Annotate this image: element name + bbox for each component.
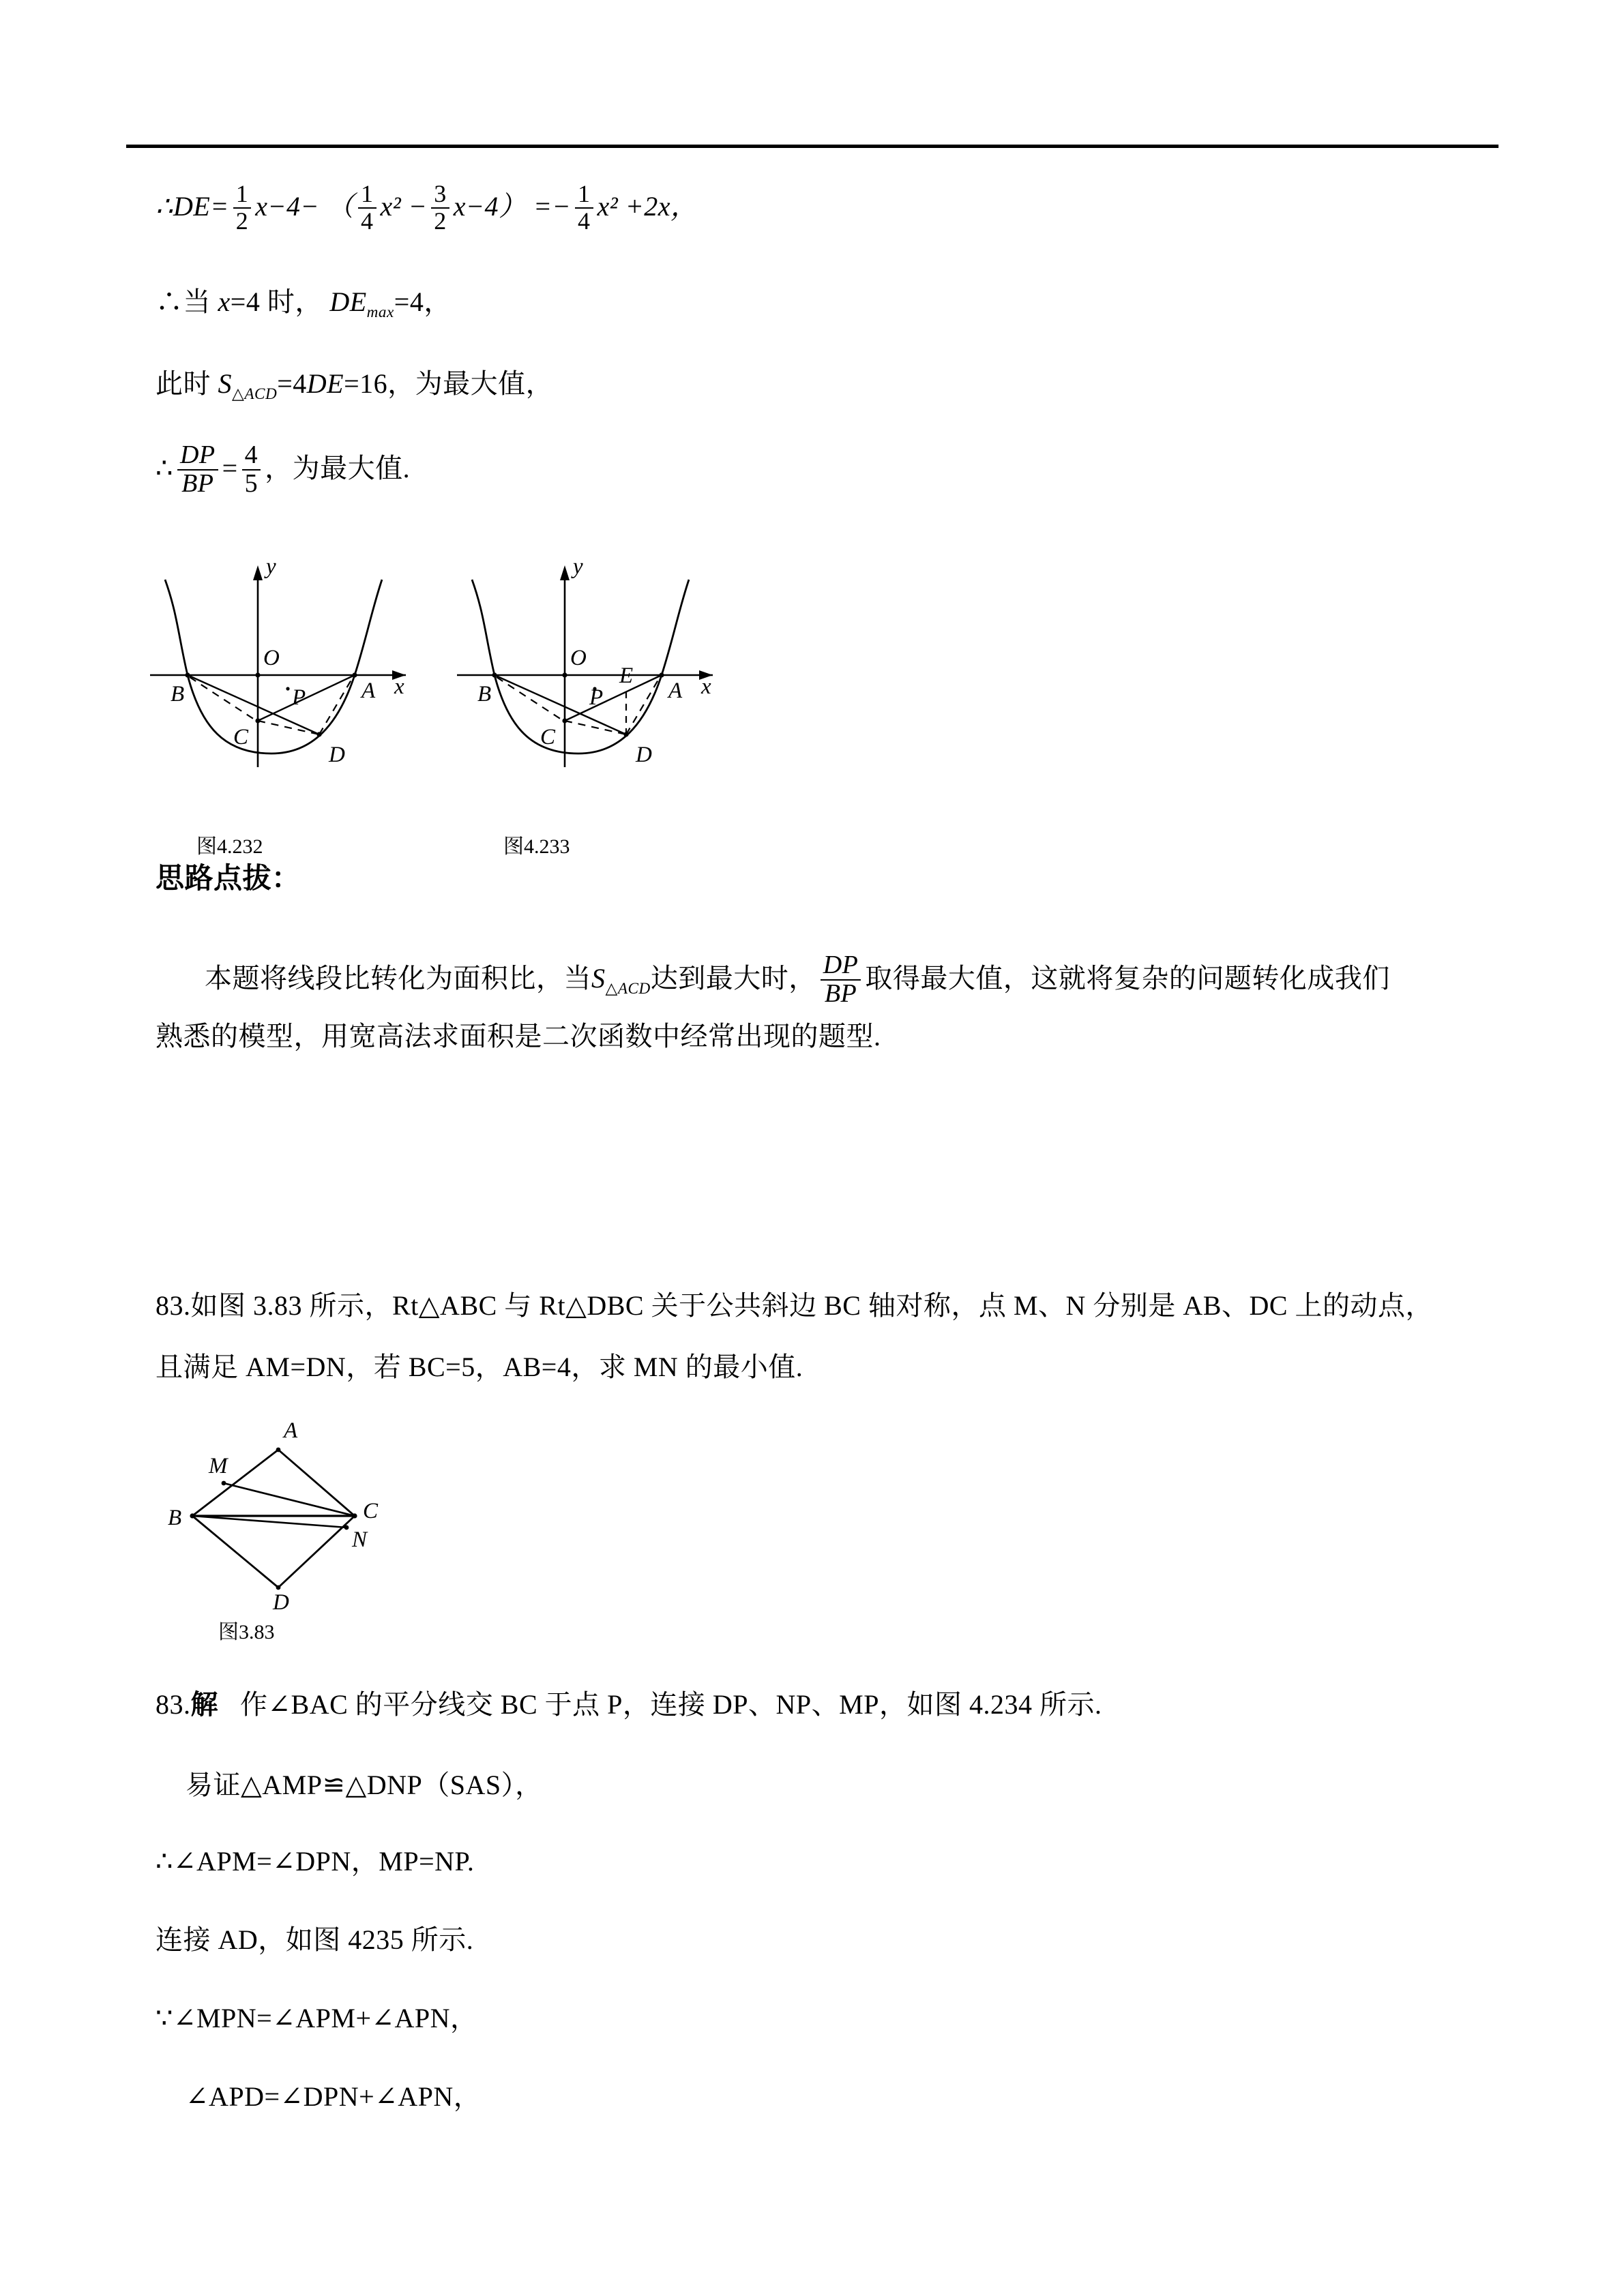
answer-83-number: 83. [156,1689,191,1720]
area-prefix: 此时 [156,368,218,399]
segment-de-2: DE [306,368,344,399]
answer-83-line4: 连接 AD，如图 4235 所示. [156,1924,474,1955]
answer-83-line5: ∵∠MPN=∠APM+∠APN， [156,2003,478,2033]
answer-83-label: 解 [190,1689,218,1720]
header-rule [126,145,1498,148]
answer-83-line6: ∠APD=∠DPN+∠APN， [186,2081,482,2112]
label-x: x [701,674,711,699]
symbol-s: S [218,368,232,399]
label-D: D [273,1590,289,1615]
label-O: O [263,646,280,670]
eq-de-prefix: ∴DE= [156,190,229,222]
fraction-four-fifths [242,442,261,498]
symbol-s-hint: S [591,963,606,994]
ratio-equals: = [222,453,238,484]
label-P: P [589,685,604,710]
de-max-mid: =4 时， [230,286,330,317]
fraction-denominator: BP [177,469,218,498]
equation-dp-bp-ratio [156,443,410,499]
fraction-numerator: 1 [235,180,249,207]
label-O: O [570,646,587,670]
figure-383-caption: 图3.83 [218,1621,275,1643]
eq-de-seg3: x−4） =− [453,190,571,222]
equation-area-acd [156,370,553,402]
eq-de-seg1: x−4− （ [255,190,355,222]
fraction-denominator: 5 [242,469,261,498]
subscript-triangle-acd: △ACD [232,385,278,403]
de-max-tail: =4， [394,286,452,317]
fraction-numerator: DP [179,441,216,469]
figure-4233 [443,542,730,774]
answer-83-line3: ∴∠APM=∠DPN，MP=NP. [156,1846,475,1877]
label-E: E [619,664,634,688]
subscript-triangle-acd-hint: △ACD [605,980,651,998]
ratio-prefix: ∴ [156,453,173,484]
fraction-three-halves [431,181,449,235]
fraction-one-half [233,181,252,235]
label-D: D [329,743,345,767]
label-x: x [394,674,404,699]
label-C: C [540,725,556,749]
problem-83-line2: 且满足 AM=DN，若 BC=5，AB=4，求 MN 的最小值. [156,1352,803,1382]
eq-de-seg4: x² +2x， [597,190,698,222]
answer-83-line2: 易证△AMP≌△DNP（SAS）， [186,1770,543,1800]
label-y: y [266,554,276,579]
label-B: B [168,1506,182,1530]
label-A: A [668,679,683,703]
hint-paragraph-line2: 熟悉的模型，用宽高法求面积是二次函数中经常出现的题型. [156,1021,881,1052]
area-mid: =4 [277,368,307,399]
ratio-tail: ，为最大值. [265,453,411,484]
eq-de-seg2: x² − [380,190,428,222]
equation-de [156,180,698,236]
fraction-numerator: DP [823,951,859,979]
label-P: P [292,685,306,710]
figure-4232 [136,542,423,774]
label-A: A [284,1418,298,1443]
label-D: D [636,743,652,767]
problem-83-number: 83. [156,1290,191,1321]
fraction-numerator: 3 [434,180,447,207]
figure-4232-caption: 图4.232 [196,835,263,858]
fraction-denominator: 4 [358,207,377,235]
figure-383 [157,1405,430,1637]
fraction-one-quarter-2 [575,181,593,235]
subscript-max: max [366,303,394,321]
answer-83-line1 [156,1691,1102,1718]
label-y: y [573,554,583,579]
equation-de-max [156,288,452,320]
label-B: B [171,682,185,706]
segment-de: DE [329,286,367,317]
de-max-prefix: ∴当 [156,286,218,317]
hint-text-before: 本题将线段比转化为面积比，当 [205,963,591,994]
hint-heading: 思路点拔： [156,863,301,895]
figure-4233-caption: 图4.233 [503,835,570,858]
label-M: M [209,1454,228,1478]
label-A: A [361,679,376,703]
fraction-dp-over-bp [177,442,218,498]
fraction-one-quarter [358,181,377,235]
problem-83-line1 [156,1292,1433,1320]
variable-x: x [218,286,231,317]
answer-83-text1: 作∠BAC 的平分线交 BC 于点 P，连接 DP、NP、MP，如图 4.234 所示. [240,1689,1102,1720]
problem-83-text1: 如图 3.83 所示，Rt△ABC 与 Rt△DBC 关于公共斜边 BC 轴对称，点 M、N 分别是 AB、DC 上的动点， [190,1290,1434,1321]
label-C: C [363,1499,379,1523]
hint-paragraph-line1 [205,953,1390,1009]
fraction-numerator: 1 [361,180,374,207]
label-N: N [352,1527,368,1552]
hint-text-after-part1: 取得最大值，这就将复杂的问题转化成我们 [865,963,1390,994]
fraction-denominator: BP [821,979,861,1008]
fraction-denominator: 4 [575,207,593,235]
label-B: B [477,682,492,706]
fraction-dp-over-bp-hint [821,952,861,1008]
hint-text-mid: 达到最大时， [650,963,816,994]
fraction-denominator: 2 [431,207,449,235]
fraction-denominator: 2 [233,207,252,235]
label-C: C [233,725,249,749]
area-tail: =16，为最大值， [344,368,554,399]
fraction-numerator: 4 [244,441,259,469]
fraction-numerator: 1 [578,180,591,207]
